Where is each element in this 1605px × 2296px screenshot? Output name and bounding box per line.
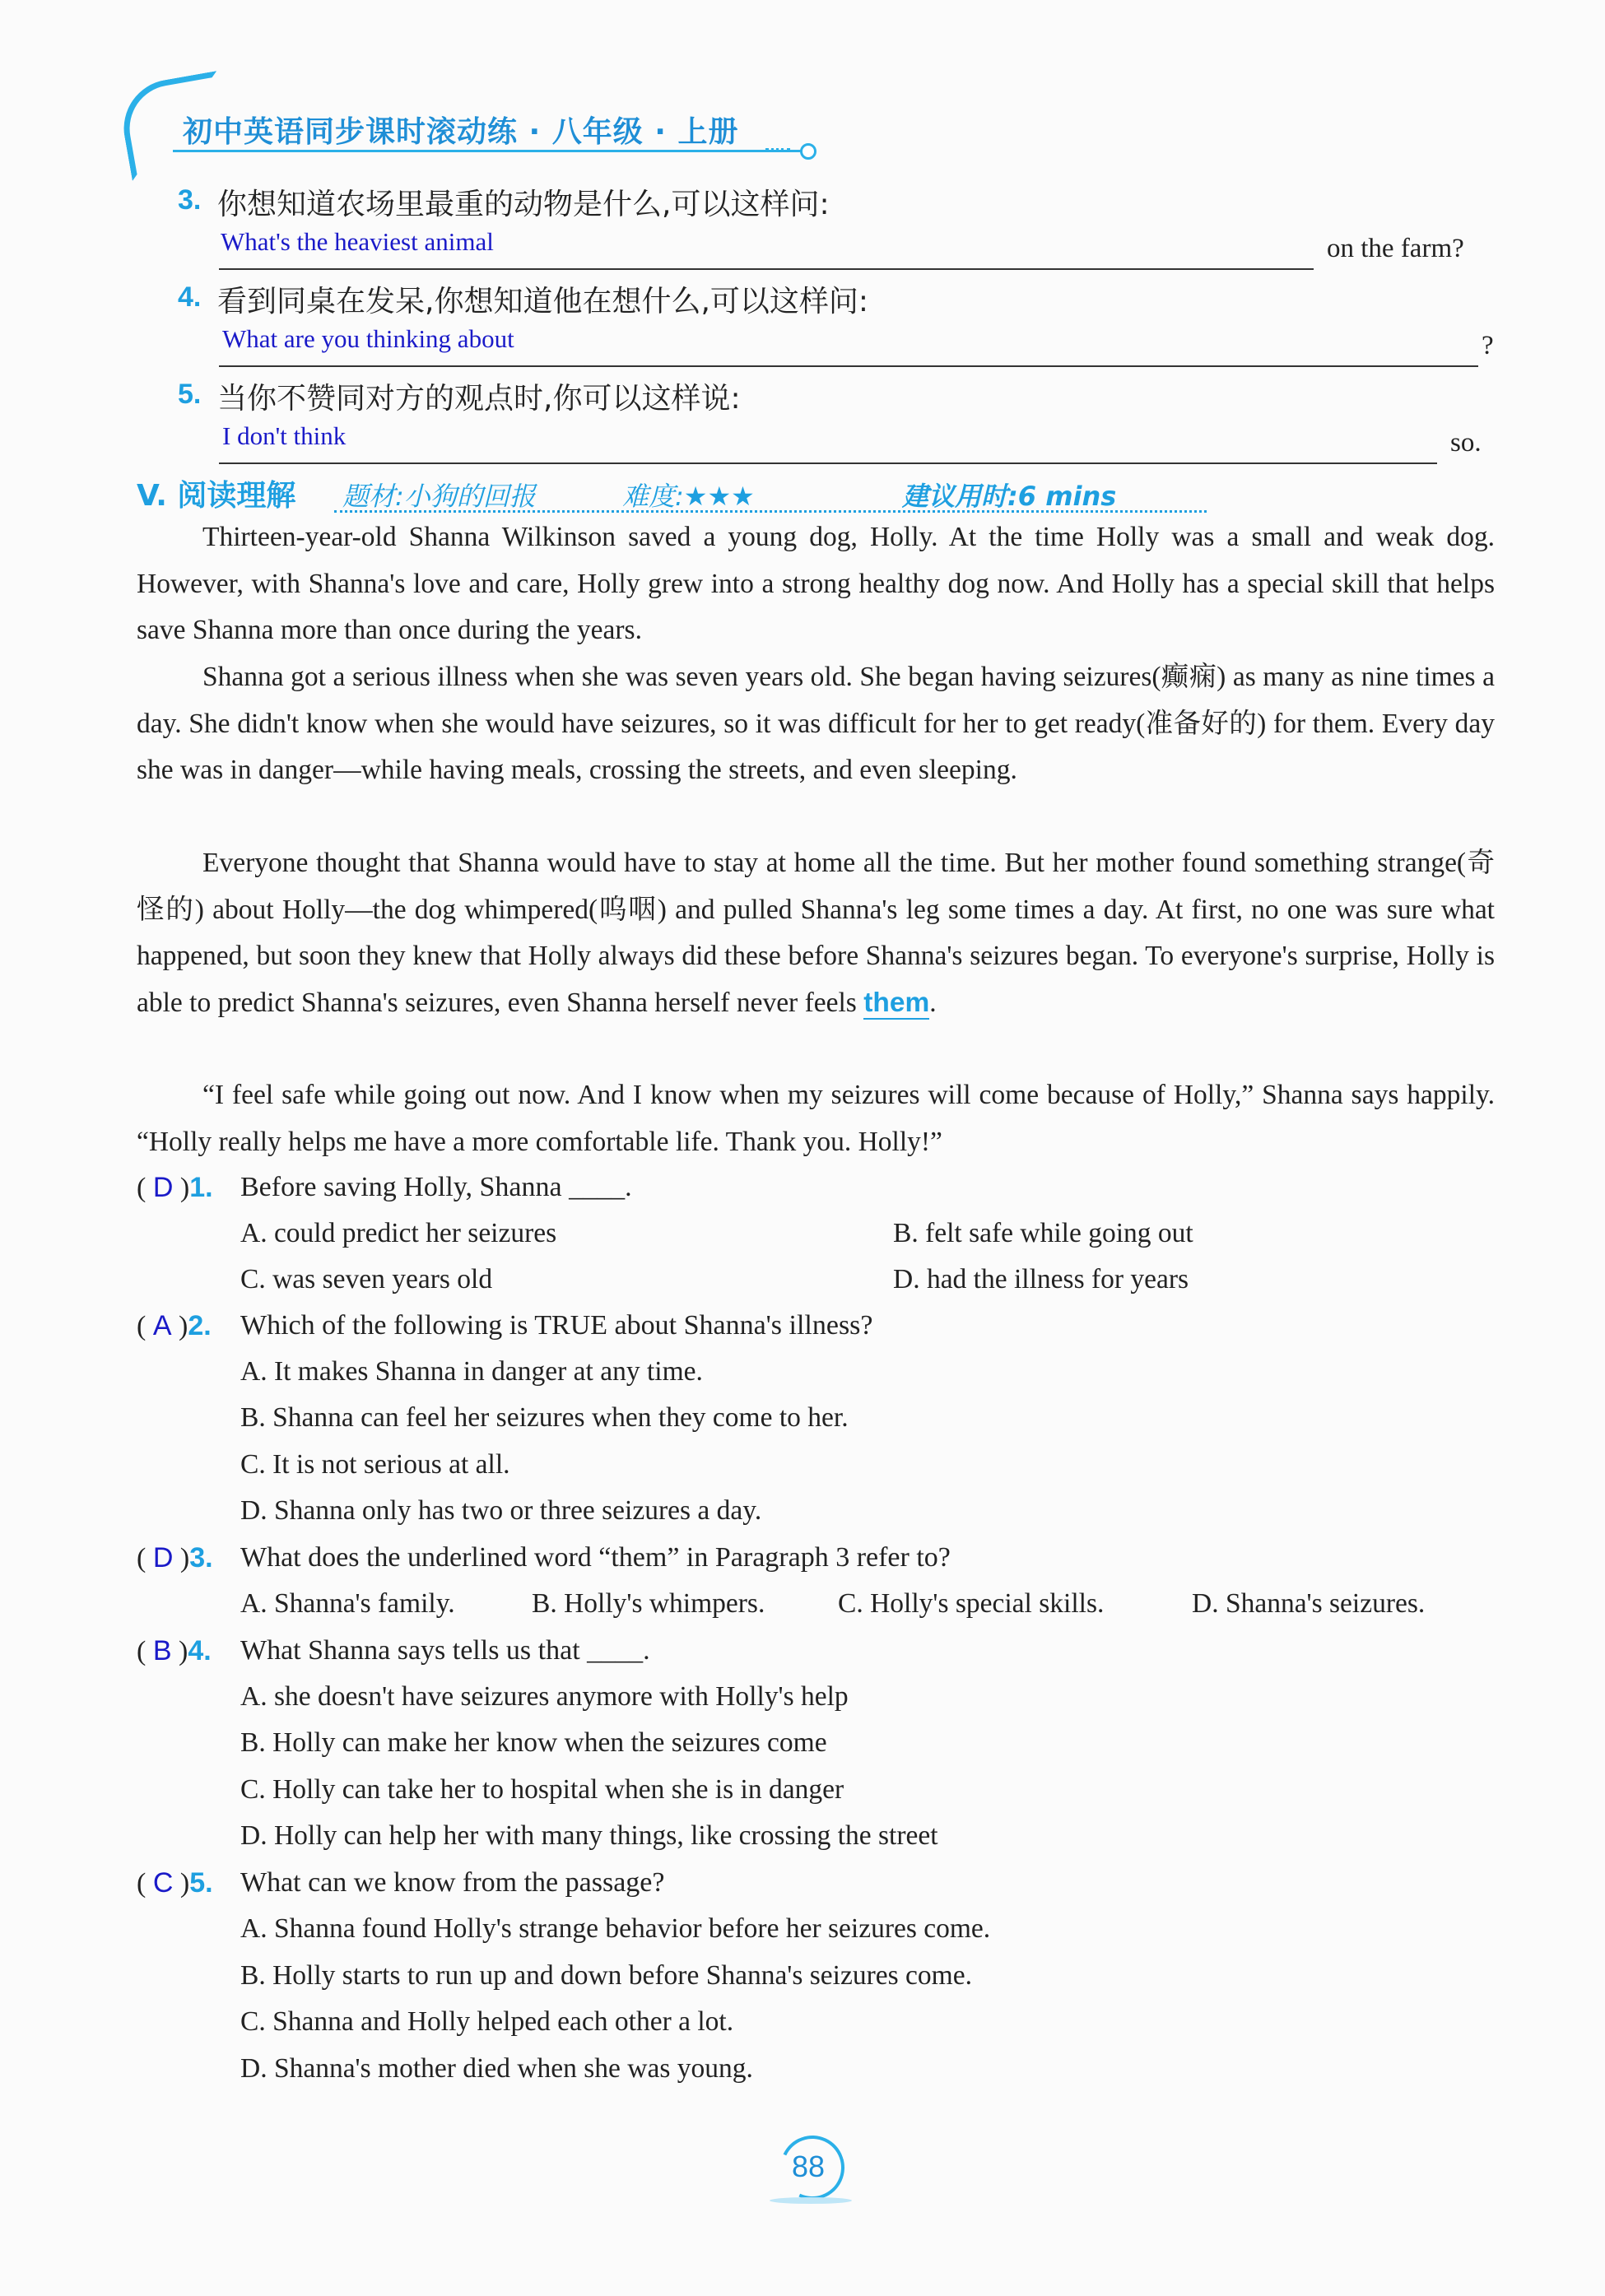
passage-paragraph-4-text: “I feel safe while going out now. And I know when my seizures will come because of Holly,” Shanna says happily. “Holly really helps me have a more comfortable life. Thank you. Holly!” — [137, 1080, 1495, 1157]
mcq-1-answer-box[interactable]: ( D )1. — [137, 1172, 213, 1203]
mcq-5-option-c[interactable]: C. Shanna and Holly helped each other a lot. — [240, 2006, 734, 2037]
mcq-3-option-c[interactable]: C. Holly's special skills. — [838, 1588, 1105, 1619]
mcq-5-option-b[interactable]: B. Holly starts to run up and down before Shanna's seizures come. — [240, 1960, 972, 1991]
passage-paragraph-2 — [137, 654, 1495, 794]
mcq-5-number: 5. — [189, 1867, 213, 1899]
mcq-5-option-d[interactable]: D. Shanna's mother died when she was young. — [240, 2053, 753, 2084]
mcq-5-option-a[interactable]: A. Shanna found Holly's strange behavior before her seizures come. — [240, 1913, 991, 1944]
mcq-2-option-d[interactable]: D. Shanna only has two or three seizures a day. — [240, 1495, 762, 1526]
mcq-1-option-d[interactable]: D. had the illness for years — [893, 1264, 1189, 1294]
mcq-2-number: 2. — [188, 1310, 212, 1341]
section-label: V. 阅读理解 — [137, 479, 296, 513]
writing-q4-tail: ? — [1482, 331, 1494, 360]
mcq-1-answer: D — [152, 1172, 174, 1203]
writing-q3-tail: on the farm? — [1327, 234, 1464, 263]
mcq-2-option-c[interactable]: C. It is not serious at all. — [240, 1449, 510, 1480]
mcq-2-stem: Which of the following is TRUE about Shanna's illness? — [240, 1310, 873, 1341]
page-number: 88 — [792, 2150, 826, 2183]
writing-q5-answer[interactable]: I don't think — [222, 421, 347, 450]
mcq-4-option-b[interactable]: B. Holly can make her know when the seizures come — [240, 1727, 827, 1758]
mcq-3-stem: What does the underlined word “them” in Paragraph 3 refer to? — [240, 1542, 951, 1573]
header-dot-decoration — [800, 143, 816, 160]
underlined-word-them: them — [863, 987, 930, 1018]
mcq-3-number: 3. — [189, 1542, 213, 1573]
header-title: 初中英语同步课时滚动练 · 八年级 · 上册 — [183, 115, 739, 149]
writing-q3-answer[interactable]: What's the heaviest animal — [221, 227, 494, 256]
mcq-4-option-d[interactable]: D. Holly can help her with many things, like crossing the street — [240, 1820, 938, 1851]
mcq-4-option-a[interactable]: A. she doesn't have seizures anymore with Holly's help — [240, 1681, 849, 1712]
section-dotted-underline — [334, 510, 1207, 513]
page-number-shadow — [770, 2197, 852, 2204]
mcq-3-option-b[interactable]: B. Holly's whimpers. — [532, 1588, 765, 1619]
mcq-4-number: 4. — [188, 1635, 212, 1666]
mcq-1-option-c[interactable]: C. was seven years old — [240, 1264, 493, 1294]
writing-q5-prompt: 当你不赞同对方的观点时,你可以这样说: — [217, 382, 741, 416]
header-dash-decoration — [765, 148, 790, 156]
writing-q5-line — [219, 462, 1437, 464]
header-rule — [173, 150, 807, 152]
mcq-5-answer: C — [152, 1867, 174, 1899]
mcq-2-answer: A — [152, 1310, 172, 1341]
mcq-3-answer-box[interactable]: ( D )3. — [137, 1542, 213, 1573]
writing-q4-prompt: 看到同桌在发呆,你想知道他在想什么,可以这样问: — [217, 285, 869, 318]
passage-paragraph-1 — [137, 514, 1495, 654]
mcq-5-stem: What can we know from the passage? — [240, 1867, 665, 1898]
writing-q5-tail: so. — [1450, 428, 1482, 458]
reading-section-heading — [137, 471, 1207, 514]
writing-q4-line — [219, 365, 1478, 367]
mcq-3-answer: D — [152, 1542, 174, 1573]
writing-q5-number: 5. — [178, 379, 202, 410]
mcq-4-answer: B — [152, 1635, 172, 1666]
passage-paragraph-3 — [137, 840, 1495, 1026]
writing-q3-line — [219, 268, 1314, 270]
mcq-1-option-b[interactable]: B. felt safe while going out — [893, 1218, 1193, 1248]
writing-q4-number: 4. — [178, 281, 202, 313]
section-topic: 题材:小狗的回报 — [342, 481, 536, 512]
writing-q3-number: 3. — [178, 184, 202, 216]
mcq-1-stem: Before saving Holly, Shanna ____. — [240, 1172, 632, 1202]
passage-paragraph-3-text: Everyone thought that Shanna would have to stay at home all the time. But her mother found something strange(奇怪的) about Holly—the dog whimpered(呜咽) and pulled Shanna's leg some times a day. At first, no one was sure what happened, but soon they knew that Holly always did these before Shanna's seizures began. To everyone's surprise, Holly is able to predict Shanna's seizures, even Shanna herself never feels — [137, 848, 1495, 1018]
passage-paragraph-1-text: Thirteen-year-old Shanna Wilkinson saved a young dog, Holly. At the time Holly was a small and weak dog. However, with Shanna's love and care, Holly grew into a strong healthy dog now. And Holly has a special skill that helps save Shanna more than once during the years. — [137, 522, 1495, 645]
section-difficulty: 难度:★★★ — [622, 481, 755, 512]
mcq-4-stem: What Shanna says tells us that ____. — [240, 1635, 650, 1666]
mcq-2-option-b[interactable]: B. Shanna can feel her seizures when they come to her. — [240, 1402, 849, 1433]
passage-paragraph-2-text: Shanna got a serious illness when she was seven years old. She began having seizures(癫痫) as many as nine times a day. She didn't know when she would have seizures, so it was difficult for her to get ready(准备好的) for them. Every day she was in danger—while having meals, crossing the streets, and even sleeping. — [137, 662, 1495, 785]
mcq-3-option-d[interactable]: D. Shanna's seizures. — [1192, 1588, 1426, 1619]
mcq-2-answer-box[interactable]: ( A )2. — [137, 1310, 212, 1341]
mcq-1-option-a[interactable]: A. could predict her seizures — [240, 1218, 557, 1248]
writing-q3-prompt: 你想知道农场里最重的动物是什么,可以这样问: — [217, 188, 830, 221]
section-time: 建议用时:6 mins — [902, 481, 1117, 512]
passage-paragraph-4 — [137, 1072, 1495, 1165]
mcq-4-option-c[interactable]: C. Holly can take her to hospital when she is in danger — [240, 1774, 844, 1805]
passage-paragraph-3-end: . — [929, 987, 937, 1018]
mcq-1-number: 1. — [189, 1172, 213, 1203]
mcq-3-option-a[interactable]: A. Shanna's family. — [240, 1588, 455, 1619]
mcq-2-option-a[interactable]: A. It makes Shanna in danger at any time. — [240, 1356, 703, 1387]
mcq-5-answer-box[interactable]: ( C )5. — [137, 1867, 213, 1899]
mcq-4-answer-box[interactable]: ( B )4. — [137, 1635, 212, 1666]
writing-q4-answer[interactable]: What are you thinking about — [222, 324, 514, 353]
